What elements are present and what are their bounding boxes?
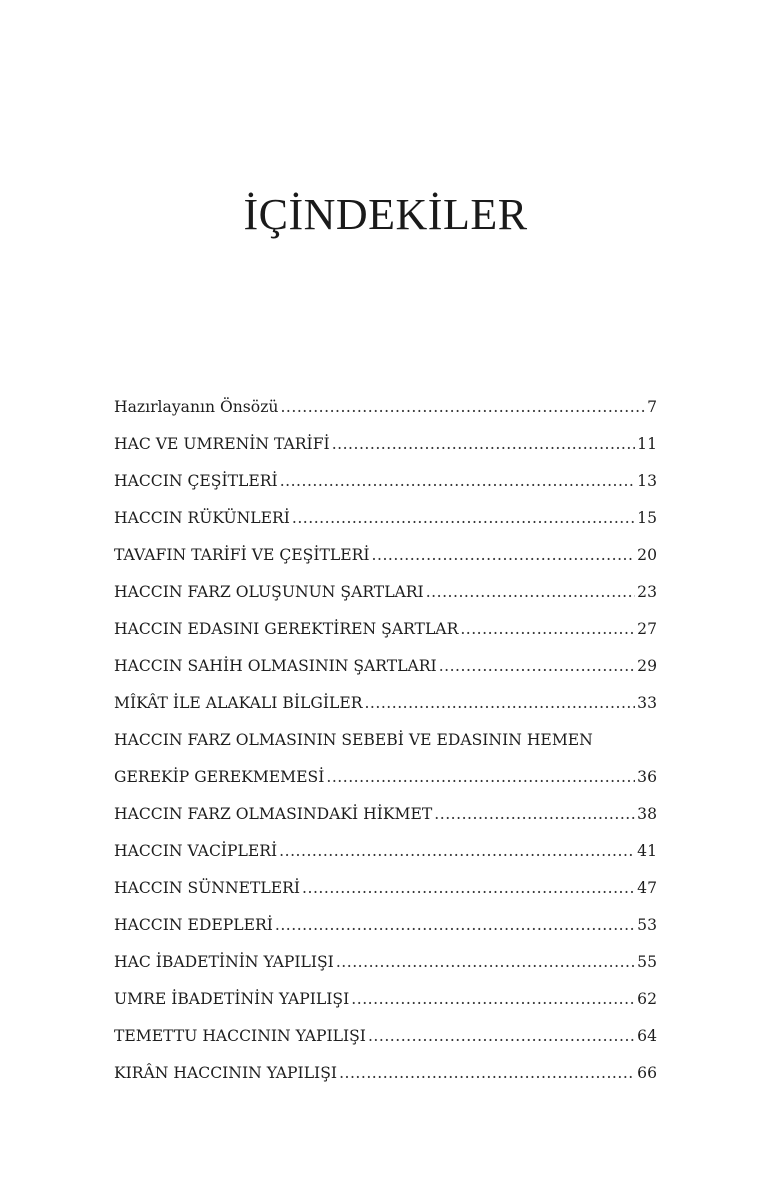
toc-leader-dots xyxy=(280,463,635,500)
toc-leader-dots xyxy=(336,944,635,981)
toc-entry[interactable] xyxy=(114,500,657,537)
toc-leader-dots xyxy=(351,981,635,1018)
toc-entry-page: 15 xyxy=(637,509,657,527)
toc-entry-line2 xyxy=(114,759,657,796)
toc-entry-label: UMRE İBADETİNİN YAPILIŞI xyxy=(114,990,350,1008)
toc-entry-page: 66 xyxy=(637,1064,657,1082)
toc-leader-dots xyxy=(426,574,635,611)
toc-entry-label: HACCIN VACİPLERİ xyxy=(114,842,278,860)
toc-entry[interactable] xyxy=(114,648,657,685)
toc-entry-label: Hazırlayanın Önsözü xyxy=(114,398,279,416)
toc-entry[interactable] xyxy=(114,722,657,796)
toc-leader-dots xyxy=(326,759,635,796)
toc-entry-page: 7 xyxy=(647,398,657,416)
toc-entry-page: 13 xyxy=(637,472,657,490)
toc-entry-label: HACCIN RÜKÜNLERİ xyxy=(114,509,290,527)
toc-entry-page: 23 xyxy=(637,583,657,601)
toc-entry-label: HACCIN SAHİH OLMASININ ŞARTLARI xyxy=(114,657,437,675)
toc-entry-page: 41 xyxy=(637,842,657,860)
table-of-contents xyxy=(114,389,657,1092)
toc-entry[interactable] xyxy=(114,870,657,907)
toc-entry-label: MÎKÂT İLE ALAKALI BİLGİLER xyxy=(114,694,363,712)
toc-entry-label: HACCIN EDEPLERİ xyxy=(114,916,273,934)
toc-entry[interactable] xyxy=(114,537,657,574)
toc-entry-label: KIRÂN HACCININ YAPILIŞI xyxy=(114,1064,338,1082)
toc-leader-dots xyxy=(332,426,635,463)
toc-entry-page: 29 xyxy=(637,657,657,675)
toc-entry-label: HACCIN EDASINI GEREKTİREN ŞARTLAR xyxy=(114,620,459,638)
toc-leader-dots xyxy=(279,833,635,870)
toc-entry[interactable] xyxy=(114,426,657,463)
toc-entry-page: 47 xyxy=(637,879,657,897)
toc-entry[interactable] xyxy=(114,685,657,722)
toc-entry-label: HACCIN SÜNNETLERİ xyxy=(114,879,301,897)
toc-entry-label: HAC İBADETİNİN YAPILIŞI xyxy=(114,953,334,971)
page-title: İÇİNDEKİLER xyxy=(243,190,528,239)
toc-entry[interactable] xyxy=(114,907,657,944)
toc-leader-dots xyxy=(439,648,635,685)
toc-entry[interactable] xyxy=(114,1055,657,1092)
toc-entry-page: 55 xyxy=(637,953,657,971)
toc-leader-dots xyxy=(372,537,636,574)
toc-leader-dots xyxy=(339,1055,635,1092)
toc-entry[interactable] xyxy=(114,463,657,500)
toc-entry-page: 20 xyxy=(637,546,657,564)
toc-entry-label: HAC VE UMRENİN TARİFİ xyxy=(114,435,330,453)
toc-entry[interactable] xyxy=(114,574,657,611)
toc-entry-page: 62 xyxy=(637,990,657,1008)
toc-leader-dots xyxy=(368,1018,635,1055)
toc-entry[interactable] xyxy=(114,944,657,981)
toc-entry-label-line2: GEREKİP GEREKMEMESİ xyxy=(114,768,325,786)
toc-entry-page: 27 xyxy=(637,620,657,638)
toc-leader-dots xyxy=(364,685,635,722)
toc-entry[interactable] xyxy=(114,389,657,426)
toc-leader-dots xyxy=(292,500,635,537)
toc-leader-dots xyxy=(460,611,635,648)
toc-entry-page: 53 xyxy=(637,916,657,934)
toc-entry-label-line1: HACCIN FARZ OLMASININ SEBEBİ VE EDASININ HEMEN xyxy=(114,731,593,749)
toc-entry[interactable] xyxy=(114,981,657,1018)
toc-entry-page: 33 xyxy=(637,694,657,712)
toc-leader-dots xyxy=(275,907,635,944)
toc-entry[interactable] xyxy=(114,833,657,870)
toc-entry-label: TEMETTU HACCININ YAPILIŞI xyxy=(114,1027,366,1045)
toc-entry[interactable] xyxy=(114,611,657,648)
toc-entry[interactable] xyxy=(114,1018,657,1055)
toc-entry-page: 36 xyxy=(637,768,657,786)
toc-entry-page: 64 xyxy=(637,1027,657,1045)
toc-leader-dots xyxy=(302,870,635,907)
toc-entry-page: 11 xyxy=(637,435,657,453)
toc-entry-label: HACCIN FARZ OLMASINDAKİ HİKMET xyxy=(114,805,433,823)
toc-entry[interactable] xyxy=(114,796,657,833)
toc-entry-page: 38 xyxy=(637,805,657,823)
toc-entry-label: HACCIN FARZ OLUŞUNUN ŞARTLARI xyxy=(114,583,424,601)
toc-leader-dots xyxy=(434,796,635,833)
toc-entry-label: TAVAFIN TARİFİ VE ÇEŞİTLERİ xyxy=(114,546,370,564)
toc-leader-dots xyxy=(280,389,645,426)
toc-entry-label: HACCIN ÇEŞİTLERİ xyxy=(114,472,278,490)
